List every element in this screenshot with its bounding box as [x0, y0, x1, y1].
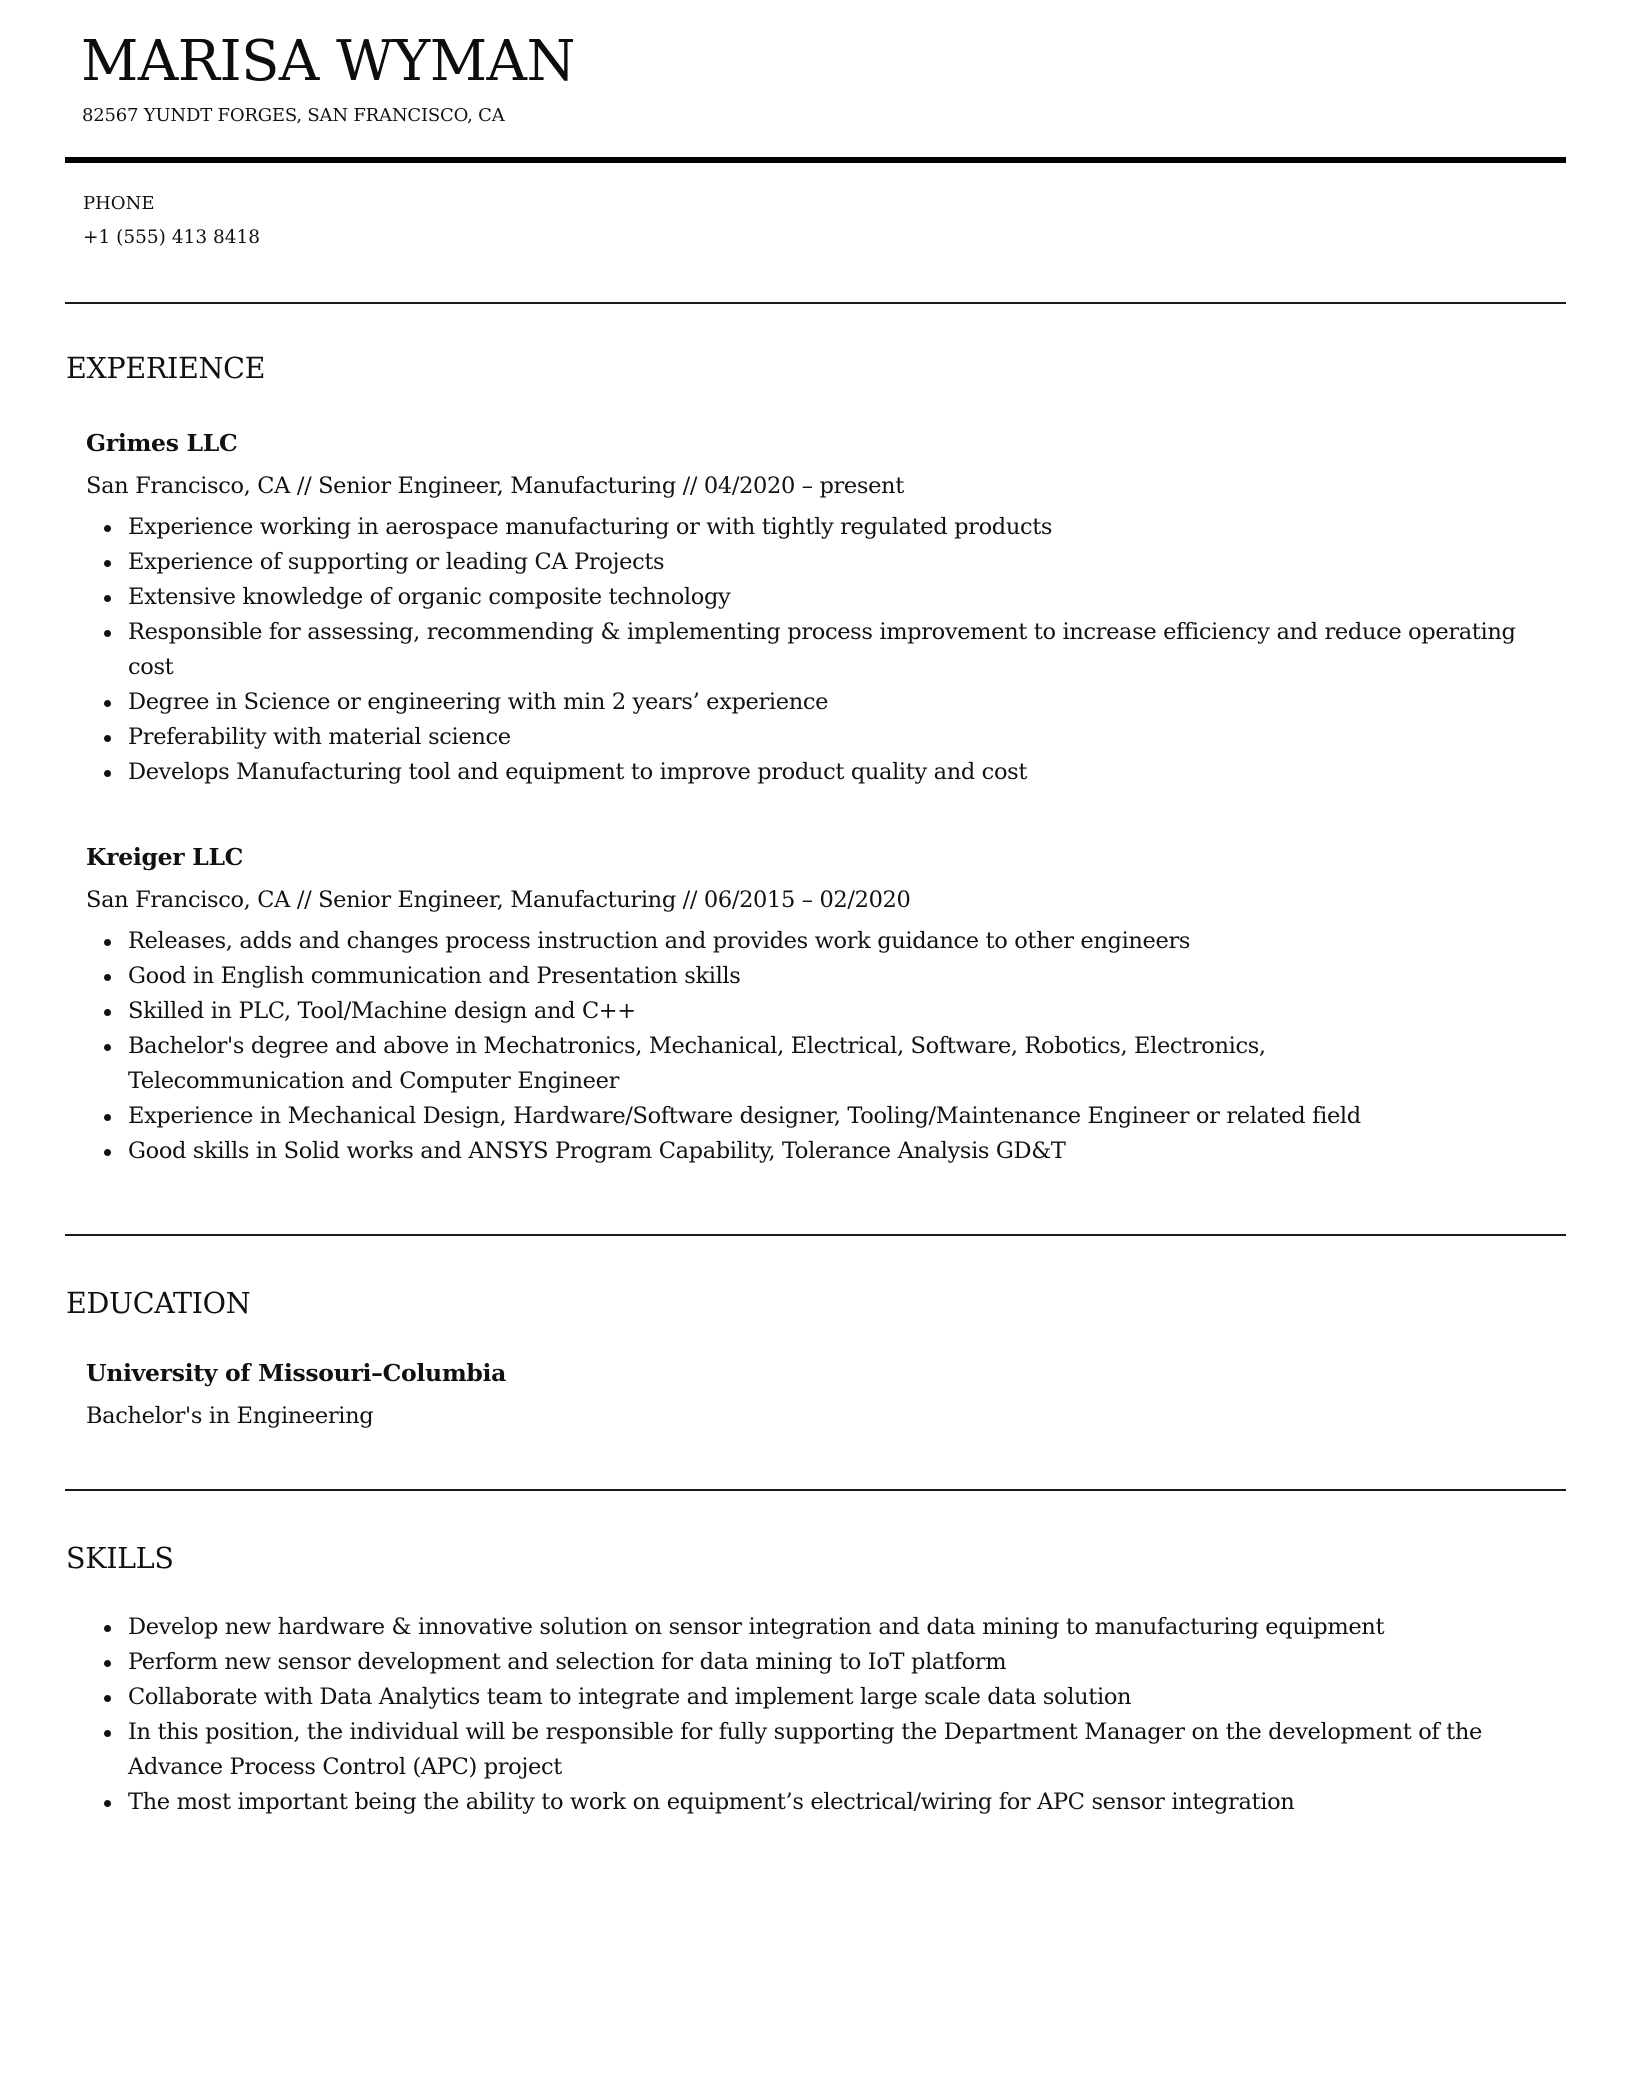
list-item-text: Releases, adds and changes process instruction and provides work guidance to other engineers	[128, 928, 1191, 954]
list-item-text: Extensive knowledge of organic composite technology	[128, 584, 731, 610]
section-divider	[65, 1234, 1566, 1236]
list-item-text: Develops Manufacturing tool and equipment to improve product quality and cost	[128, 759, 1028, 785]
skills-list	[86, 1610, 1546, 1820]
list-item	[86, 1029, 1428, 1099]
bullet-icon	[104, 1009, 111, 1016]
job-entry	[86, 842, 1546, 1169]
list-item	[86, 755, 1546, 790]
list-item	[86, 1134, 1546, 1169]
list-item-text: Good in English communication and Presentation skills	[128, 963, 741, 989]
list-item	[86, 959, 1546, 994]
section-divider	[65, 1489, 1566, 1491]
list-item	[86, 1099, 1546, 1134]
bullet-icon	[104, 1800, 111, 1807]
bullet-icon	[104, 630, 111, 637]
job-company: Kreiger LLC	[86, 843, 244, 871]
bullet-icon	[104, 939, 111, 946]
list-item-text: Collaborate with Data Analytics team to integrate and implement large scale data solution	[128, 1684, 1132, 1710]
list-item-text: Degree in Science or engineering with min 2 years’ experience	[128, 689, 829, 715]
bullet-icon	[104, 525, 111, 532]
bullet-icon	[104, 1695, 111, 1702]
bullet-icon	[104, 770, 111, 777]
bullet-icon	[104, 1114, 111, 1121]
job-bullets	[86, 510, 1546, 790]
candidate-address: 82567 YUNDT FORGES, SAN FRANCISCO, CA	[82, 105, 505, 126]
list-item	[86, 994, 1546, 1029]
bullet-icon	[104, 595, 111, 602]
list-item-text: Perform new sensor development and selection for data mining to IoT platform	[128, 1649, 1007, 1675]
list-item	[86, 720, 1546, 755]
skills-block	[86, 1610, 1546, 1820]
bullet-icon	[104, 1730, 111, 1737]
list-item	[86, 510, 1546, 545]
list-item-text: Experience in Mechanical Design, Hardware/Software designer, Tooling/Maintenance Engineer or related field	[128, 1103, 1361, 1129]
list-item-text: Experience working in aerospace manufacturing or with tightly regulated products	[128, 514, 1053, 540]
school-name: University of Missouri–Columbia	[86, 1359, 507, 1387]
phone-value: +1 (555) 413 8418	[83, 227, 261, 248]
job-entry	[86, 428, 1546, 790]
list-item-text: Good skills in Solid works and ANSYS Program Capability, Tolerance Analysis GD&T	[128, 1138, 1066, 1164]
list-item	[86, 1680, 1546, 1715]
list-item-text: Preferability with material science	[128, 724, 511, 750]
job-meta: San Francisco, CA // Senior Engineer, Manufacturing // 06/2015 – 02/2020	[86, 887, 911, 913]
bullet-icon	[104, 1149, 111, 1156]
bullet-icon	[104, 735, 111, 742]
list-item	[86, 545, 1546, 580]
bullet-icon	[104, 1044, 111, 1051]
degree: Bachelor's in Engineering	[86, 1403, 374, 1429]
list-item	[86, 1715, 1546, 1785]
list-item-text: Skilled in PLC, Tool/Machine design and C++	[128, 998, 636, 1024]
header-divider	[65, 157, 1566, 163]
bullet-icon	[104, 1625, 111, 1632]
list-item	[86, 1610, 1546, 1645]
job-meta: San Francisco, CA // Senior Engineer, Manufacturing // 04/2020 – present	[86, 473, 904, 499]
list-item	[86, 1785, 1546, 1820]
list-item-text: Responsible for assessing, recommending & implementing process improvement to increase efficiency and reduce operating cost	[128, 619, 1516, 680]
list-item	[86, 924, 1546, 959]
list-item	[86, 615, 1546, 685]
education-entry	[86, 1358, 1546, 1431]
experience-heading: EXPERIENCE	[66, 352, 266, 385]
list-item-text: Experience of supporting or leading CA Projects	[128, 549, 665, 575]
candidate-name: MARISA WYMAN	[81, 29, 575, 94]
list-item-text: The most important being the ability to work on equipment’s electrical/wiring for APC sensor integration	[128, 1789, 1295, 1815]
skills-heading: SKILLS	[66, 1542, 174, 1575]
section-divider	[65, 302, 1566, 304]
list-item-text: Develop new hardware & innovative solution on sensor integration and data mining to manufacturing equipment	[128, 1614, 1385, 1640]
list-item-text: In this position, the individual will be responsible for fully supporting the Department Manager on the development of the Advance Process Control (APC) project	[128, 1719, 1482, 1780]
job-bullets	[86, 924, 1546, 1169]
education-heading: EDUCATION	[66, 1287, 251, 1320]
phone-label: PHONE	[83, 193, 155, 214]
bullet-icon	[104, 700, 111, 707]
bullet-icon	[104, 560, 111, 567]
job-company: Grimes LLC	[86, 429, 238, 457]
bullet-icon	[104, 974, 111, 981]
list-item	[86, 580, 1546, 615]
list-item	[86, 1645, 1546, 1680]
bullet-icon	[104, 1660, 111, 1667]
list-item	[86, 685, 1546, 720]
list-item-text: Bachelor's degree and above in Mechatronics, Mechanical, Electrical, Software, Robotics, Electronics, Telecommunication and Computer Engineer	[128, 1033, 1266, 1094]
